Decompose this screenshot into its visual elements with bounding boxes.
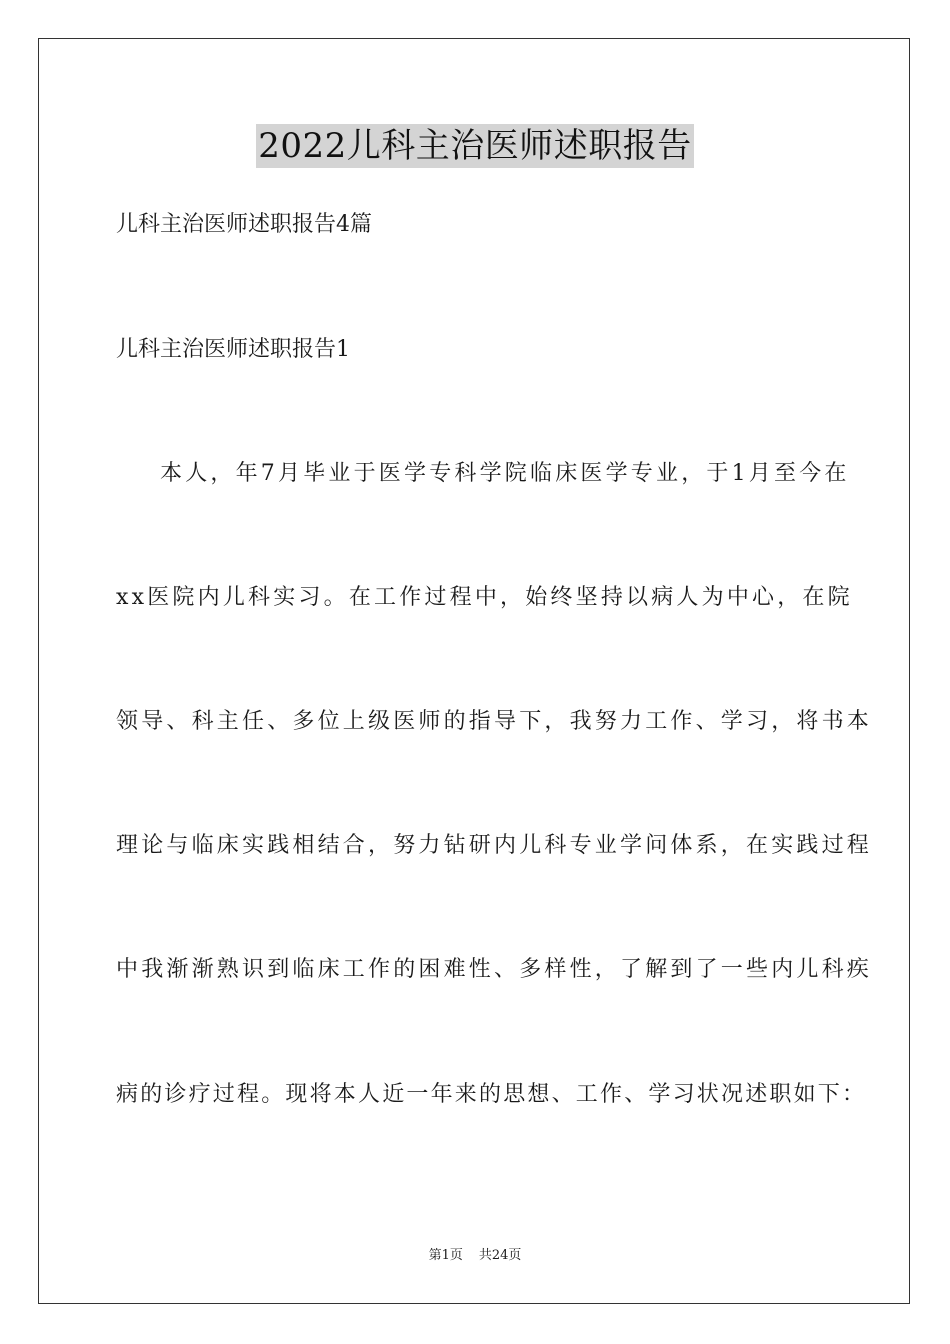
page-number: 第1页 (428, 1248, 463, 1263)
paragraph-line: 本人，年7月毕业于医学专科学院临床医学专业，于1月至今在 (160, 461, 850, 486)
paragraph-line: 领导、科主任、多位上级医师的指导下，我努力工作、学习，将书本 (116, 709, 873, 734)
page-footer (0, 1247, 950, 1265)
document-subtitle: 儿科主治医师述职报告4篇 (116, 212, 372, 237)
paragraph-line: 病的诊疗过程。现将本人近一年来的思想、工作、学习状况述职如下： (116, 1082, 867, 1107)
paragraph-line: xx医院内儿科实习。在工作过程中，始终坚持以病人为中心，在院 (116, 585, 853, 610)
paragraph-line: 理论与临床实践相结合，努力钻研内儿科专业学问体系，在实践过程 (116, 833, 873, 858)
document-title: 2022儿科主治医师述职报告 (258, 126, 692, 166)
title-container (0, 124, 950, 168)
paragraph-line: 中我渐渐熟识到临床工作的困难性、多样性，了解到了一些内儿科疾 (116, 957, 873, 982)
section-heading: 儿科主治医师述职报告1 (116, 337, 350, 362)
page-total: 共24页 (478, 1248, 522, 1263)
